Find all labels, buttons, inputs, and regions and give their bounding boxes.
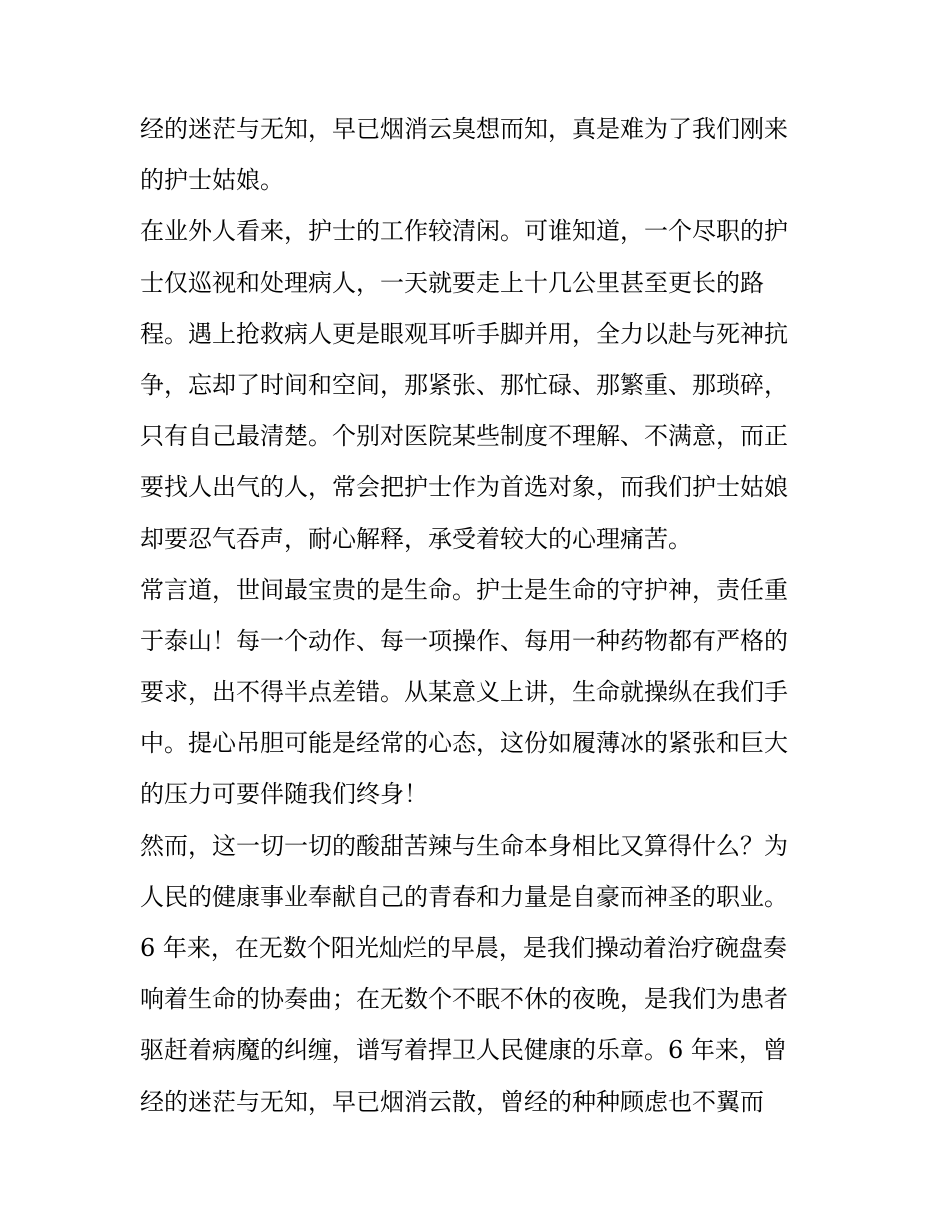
text-line: 要求，出不得半点差错。从某意义上讲，生命就操纵在我们手	[140, 678, 788, 707]
text-line: 的护士姑娘。	[140, 166, 284, 195]
text-line: 经的迷茫与无知，早已烟消云散，曾经的种种顾虑也不翼而	[140, 1087, 764, 1116]
document-body	[140, 104, 830, 1128]
text-line: 的压力可要伴随我们终身！	[140, 780, 428, 809]
text-line: 中。提心吊胆可能是经常的心态，这份如履薄冰的紧张和巨大	[140, 729, 788, 758]
text-line: 然而，这一切一切的酸甜苦辣与生命本身相比又算得什么？为	[140, 831, 788, 860]
text-line: 士仅巡视和处理病人，一天就要走上十几公里甚至更长的路	[140, 268, 764, 297]
text-line: 经的迷茫与无知，早已烟消云臭想而知，真是难为了我们刚来	[140, 115, 788, 143]
text-line: 要找人出气的人，常会把护士作为首选对象，而我们护士姑娘	[140, 473, 788, 502]
text-line: 于泰山！每一个动作、每一项操作、每用一种药物都有严格的	[140, 626, 788, 655]
text-line: 争，忘却了时间和空间，那紧张、那忙碌、那繁重、那琐碎，	[140, 370, 788, 399]
text-line: 在业外人看来，护士的工作较清闲。可谁知道，一个尽职的护	[140, 217, 788, 246]
text-line: 驱赶着病魔的纠缠，谱写着捍卫人民健康的乐章。6 年来，曾	[140, 1036, 787, 1065]
text-line: 程。遇上抢救病人更是眼观耳听手脚并用，全力以赴与死神抗	[140, 319, 788, 348]
text-line: 只有自己最清楚。个别对医院某些制度不理解、不满意，而正	[140, 422, 788, 451]
text-line: 响着生命的协奏曲；在无数个不眠不休的夜晚，是我们为患者	[140, 985, 788, 1014]
text-line: 常言道，世间最宝贵的是生命。护士是生命的守护神，责任重	[140, 575, 788, 604]
text-line: 却要忍气吞声，耐心解释，承受着较大的心理痛苦。	[140, 524, 692, 553]
text-line: 人民的健康事业奉献自己的青春和力量是自豪而神圣的职业。	[140, 882, 788, 911]
text-line: 6 年来，在无数个阳光灿烂的早晨，是我们操动着治疗碗盘奏	[140, 934, 787, 962]
